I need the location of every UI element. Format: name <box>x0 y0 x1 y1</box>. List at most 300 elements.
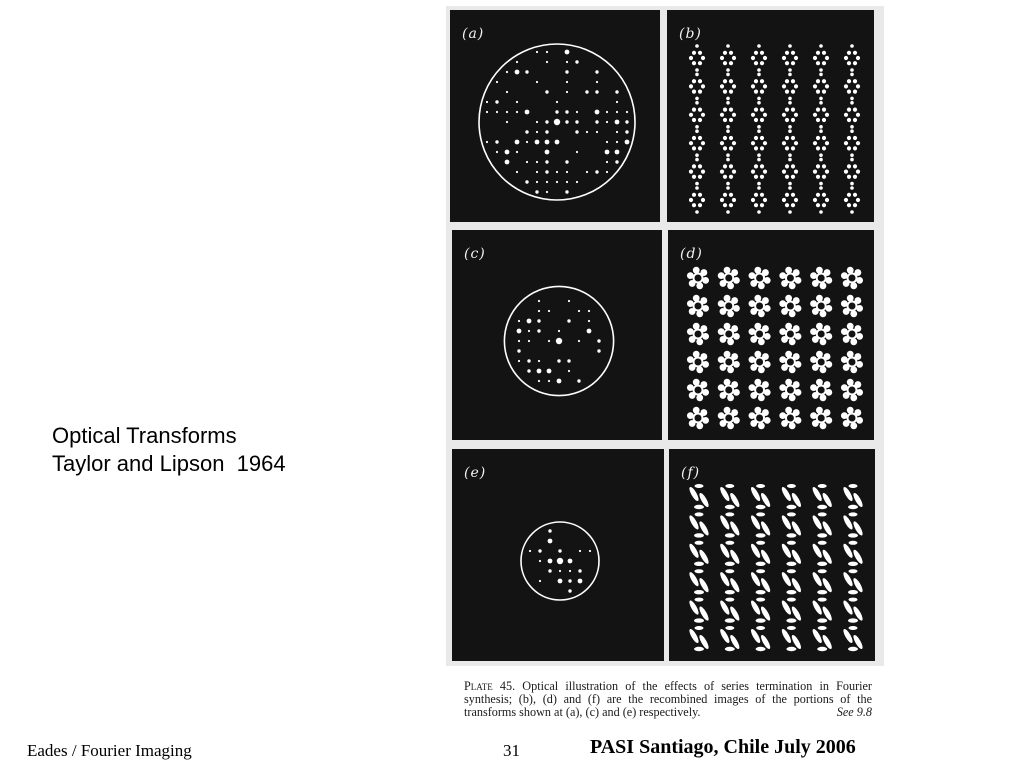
motif-dot <box>856 141 860 145</box>
motif-blob <box>688 514 701 530</box>
motif-blob <box>688 571 701 587</box>
diffraction-spot <box>566 91 568 93</box>
motif-dot <box>760 203 764 207</box>
motif-ring <box>724 302 733 311</box>
motif-dot <box>732 113 736 117</box>
motif-dot <box>751 170 755 174</box>
lattice-motif <box>719 598 742 623</box>
motif-blob <box>818 569 827 573</box>
lattice-motif <box>844 101 860 129</box>
motif-ring <box>755 414 764 423</box>
diffraction-spot <box>566 171 568 173</box>
motif-dot <box>819 68 823 72</box>
motif-dot <box>726 68 730 72</box>
motif-blob <box>725 598 734 602</box>
motif-blob <box>848 647 858 651</box>
motif-dot <box>791 203 795 207</box>
motif-blob <box>787 541 796 545</box>
motif-dot <box>751 113 755 117</box>
diffraction-spot <box>568 579 571 582</box>
diffraction-spot <box>495 140 498 143</box>
diffraction-spot <box>529 550 531 552</box>
diffraction-spot <box>496 81 498 83</box>
lattice-motif <box>749 323 771 345</box>
motif-blob <box>848 618 858 622</box>
motif-dot <box>701 84 705 88</box>
panel-a <box>450 10 660 222</box>
motif-ring <box>848 386 857 395</box>
diffraction-spot <box>536 161 538 163</box>
lattice-motif <box>751 186 767 214</box>
motif-blob <box>811 486 824 502</box>
motif-dot <box>757 186 761 190</box>
motif-dot <box>816 146 820 150</box>
lattice-motif <box>689 73 705 101</box>
motif-ring <box>786 274 795 283</box>
motif-dot <box>816 118 820 122</box>
motif-ring <box>848 274 857 283</box>
motif-dot <box>822 79 826 83</box>
lattice-motif <box>749 626 772 651</box>
motif-blob <box>811 628 824 644</box>
motif-dot <box>850 158 854 162</box>
motif-dot <box>847 193 851 197</box>
lattice-motif <box>811 626 834 651</box>
motif-blob <box>756 626 765 630</box>
motif-blob <box>848 505 858 509</box>
motif-dot <box>695 129 699 133</box>
motif-dot <box>816 175 820 179</box>
lattice-motif <box>719 569 742 594</box>
lattice-motif <box>688 512 711 537</box>
diffraction-spot <box>545 150 550 155</box>
motif-blob <box>787 569 796 573</box>
motif-dot <box>757 125 761 129</box>
motif-ring <box>786 302 795 311</box>
motif-dot <box>763 198 767 202</box>
motif-dot <box>791 146 795 150</box>
motif-blob <box>842 514 855 530</box>
diffraction-spot <box>506 71 508 73</box>
motif-dot <box>726 73 730 77</box>
motif-dot <box>853 61 857 65</box>
motif-blob <box>786 505 796 509</box>
motif-dot <box>819 153 823 157</box>
motif-dot <box>692 164 696 168</box>
lattice-motif <box>782 44 798 72</box>
lattice-motif <box>749 407 771 429</box>
motif-dot <box>726 97 730 101</box>
lattice-motif <box>749 295 771 317</box>
motif-dot <box>850 73 854 77</box>
lattice-motif <box>720 129 736 157</box>
diffraction-spot <box>616 111 618 113</box>
motif-dot <box>794 84 798 88</box>
diffraction-spot <box>625 130 628 133</box>
motif-dot <box>785 108 789 112</box>
motif-ring <box>786 414 795 423</box>
motif-dot <box>720 56 724 60</box>
diffraction-spot <box>536 171 538 173</box>
lattice-motif <box>749 569 772 594</box>
motif-blob <box>780 514 793 530</box>
motif-dot <box>813 56 817 60</box>
diffraction-spot <box>615 90 618 93</box>
lattice-motif <box>782 101 798 129</box>
motif-dot <box>785 193 789 197</box>
motif-dot <box>785 146 789 150</box>
motif-blob <box>817 562 827 566</box>
diffraction-spot <box>626 111 628 113</box>
motif-dot <box>760 79 764 83</box>
lattice-motif <box>841 407 863 429</box>
motif-blob <box>786 562 796 566</box>
motif-dot <box>850 186 854 190</box>
diffraction-spot <box>565 120 568 123</box>
motif-dot <box>856 113 860 117</box>
diffraction-spot <box>537 319 540 322</box>
motif-dot <box>763 113 767 117</box>
motif-dot <box>794 56 798 60</box>
lattice-motif <box>842 512 865 537</box>
motif-dot <box>856 198 860 202</box>
motif-blob <box>694 505 704 509</box>
motif-dot <box>757 182 761 186</box>
diffraction-spot <box>575 120 578 123</box>
motif-dot <box>819 125 823 129</box>
motif-dot <box>692 193 696 197</box>
motif-ring <box>817 274 826 283</box>
lattice-motif <box>844 158 860 186</box>
diffraction-spot <box>536 131 538 133</box>
motif-dot <box>698 89 702 93</box>
lattice-motif <box>687 351 709 373</box>
motif-dot <box>692 118 696 122</box>
lattice-motif <box>813 44 829 72</box>
lattice-motif <box>719 484 742 509</box>
motif-blob <box>786 618 796 622</box>
motif-blob <box>818 484 827 488</box>
motif-dot <box>763 170 767 174</box>
motif-dot <box>847 61 851 65</box>
motif-dot <box>763 141 767 145</box>
diffraction-spot <box>539 580 541 582</box>
motif-dot <box>754 51 758 55</box>
lattice-motif <box>720 158 736 186</box>
central-spot <box>556 338 562 344</box>
motif-dot <box>723 89 727 93</box>
motif-blob <box>811 514 824 530</box>
diffraction-spot <box>596 81 598 83</box>
diffraction-spot <box>518 320 520 322</box>
lattice-motif <box>718 351 740 373</box>
motif-blob <box>787 512 796 516</box>
motif-dot <box>782 113 786 117</box>
motif-ring <box>755 330 764 339</box>
motif-dot <box>723 118 727 122</box>
motif-dot <box>701 141 705 145</box>
motif-dot <box>729 51 733 55</box>
motif-dot <box>816 61 820 65</box>
motif-dot <box>782 170 786 174</box>
diffraction-spot <box>548 529 551 532</box>
motif-dot <box>726 44 730 48</box>
lattice-motif <box>811 541 834 566</box>
motif-dot <box>729 61 733 65</box>
lattice-motif <box>720 73 736 101</box>
motif-dot <box>701 56 705 60</box>
motif-blob <box>749 486 762 502</box>
motif-dot <box>782 84 786 88</box>
diffraction-spot <box>536 51 538 53</box>
motif-dot <box>816 89 820 93</box>
diffraction-spot <box>585 90 588 93</box>
lattice-motif <box>751 73 767 101</box>
motif-dot <box>726 186 730 190</box>
diffraction-spot <box>578 579 583 584</box>
lattice-motif <box>844 44 860 72</box>
motif-dot <box>689 170 693 174</box>
lattice-motif <box>720 186 736 214</box>
lattice-motif <box>813 73 829 101</box>
motif-dot <box>847 108 851 112</box>
motif-dot <box>819 158 823 162</box>
diffraction-spot <box>486 111 488 113</box>
motif-blob <box>725 505 735 509</box>
motif-ring <box>786 330 795 339</box>
motif-dot <box>720 198 724 202</box>
slide-title-line-2: Taylor and Lipson 1964 <box>52 451 286 476</box>
motif-ring <box>724 358 733 367</box>
diffraction-spot <box>548 340 550 342</box>
motif-dot <box>695 153 699 157</box>
lattice-motif <box>780 626 803 651</box>
panel-d <box>668 230 874 440</box>
diffraction-spot <box>546 61 548 63</box>
motif-dot <box>698 118 702 122</box>
motif-dot <box>788 44 792 48</box>
motif-blob <box>842 486 855 502</box>
lattice-motif <box>811 484 834 509</box>
panel-e-label: (e) <box>464 465 487 481</box>
motif-dot <box>782 198 786 202</box>
motif-dot <box>698 164 702 168</box>
motif-dot <box>844 56 848 60</box>
diffraction-spot <box>567 319 570 322</box>
diffraction-spot <box>578 569 581 572</box>
diffraction-spot <box>567 359 570 362</box>
motif-dot <box>785 51 789 55</box>
motif-dot <box>853 79 857 83</box>
diffraction-spot <box>506 91 508 93</box>
motif-dot <box>853 51 857 55</box>
motif-dot <box>695 73 699 77</box>
motif-dot <box>853 164 857 168</box>
diffraction-spot <box>615 160 618 163</box>
lattice-motif <box>810 379 832 401</box>
motif-dot <box>757 97 761 101</box>
lattice-motif <box>718 323 740 345</box>
motif-blob <box>725 533 735 537</box>
footer-author: Eades / Fourier Imaging <box>27 741 192 760</box>
motif-ring <box>694 330 703 339</box>
motif-blob <box>688 628 701 644</box>
motif-ring <box>786 386 795 395</box>
diffraction-spot <box>515 70 520 75</box>
diffraction-spot <box>566 181 568 183</box>
plate-caption-body: Optical illustration of the effects of series termination in Fourier synthesis; (b), (d) and (f) are the recombined images of the portions of the transforms shown at (a), (c) and (e) respectively. <box>464 679 872 719</box>
motif-ring <box>694 414 703 423</box>
motif-blob <box>756 598 765 602</box>
motif-dot <box>732 56 736 60</box>
lattice-motif <box>688 484 711 509</box>
lattice-motif <box>689 186 705 214</box>
diffraction-spot <box>546 51 548 53</box>
diffraction-spot <box>555 110 558 113</box>
motif-dot <box>788 182 792 186</box>
motif-dot <box>692 108 696 112</box>
motif-dot <box>698 51 702 55</box>
lattice-motif <box>718 379 740 401</box>
lattice-motif <box>810 323 832 345</box>
motif-dot <box>850 44 854 48</box>
motif-dot <box>754 164 758 168</box>
diffraction-spot <box>595 120 598 123</box>
diffraction-spot <box>515 140 520 145</box>
motif-dot <box>813 84 817 88</box>
lattice-motif <box>782 73 798 101</box>
lattice-motif <box>813 186 829 214</box>
motif-dot <box>788 101 792 105</box>
lattice-motif <box>779 379 801 401</box>
motif-dot <box>850 125 854 129</box>
motif-dot <box>701 198 705 202</box>
diffraction-spot <box>568 300 570 302</box>
lattice-motif <box>689 129 705 157</box>
motif-dot <box>695 101 699 105</box>
lattice-motif <box>720 44 736 72</box>
motif-dot <box>847 89 851 93</box>
motif-dot <box>844 198 848 202</box>
motif-dot <box>847 164 851 168</box>
panel-b-label: (b) <box>679 26 702 42</box>
motif-dot <box>816 51 820 55</box>
lattice-motif <box>842 484 865 509</box>
motif-ring <box>755 358 764 367</box>
diffraction-spot <box>576 151 578 153</box>
motif-dot <box>813 113 817 117</box>
motif-dot <box>723 79 727 83</box>
motif-dot <box>822 146 826 150</box>
lattice-motif <box>782 186 798 214</box>
motif-dot <box>819 101 823 105</box>
motif-dot <box>782 56 786 60</box>
motif-dot <box>844 170 848 174</box>
lattice-motif <box>810 351 832 373</box>
motif-dot <box>729 79 733 83</box>
motif-dot <box>723 175 727 179</box>
motif-dot <box>853 193 857 197</box>
motif-dot <box>788 153 792 157</box>
motif-dot <box>698 61 702 65</box>
diffraction-spot <box>505 160 510 165</box>
motif-ring <box>755 386 764 395</box>
motif-blob <box>811 571 824 587</box>
diffraction-spot <box>547 369 552 374</box>
motif-blob <box>780 628 793 644</box>
diffraction-spot <box>577 379 580 382</box>
lattice-motif <box>687 295 709 317</box>
motif-ring <box>755 302 764 311</box>
diffraction-spot <box>616 141 618 143</box>
motif-dot <box>822 193 826 197</box>
diffraction-spot <box>516 101 518 103</box>
slide-title-line-1: Optical Transforms <box>52 423 237 448</box>
lattice-motif <box>811 598 834 623</box>
motif-dot <box>850 68 854 72</box>
motif-blob <box>725 647 735 651</box>
diffraction-spot <box>566 81 568 83</box>
motif-dot <box>822 118 826 122</box>
motif-dot <box>698 79 702 83</box>
panel-c <box>452 230 662 440</box>
motif-dot <box>692 79 696 83</box>
diffraction-spot <box>536 181 538 183</box>
diffraction-spot <box>538 380 540 382</box>
motif-dot <box>692 203 696 207</box>
motif-dot <box>791 89 795 93</box>
motif-dot <box>794 170 798 174</box>
motif-dot <box>816 164 820 168</box>
motif-blob <box>695 626 704 630</box>
diffraction-spot <box>516 151 518 153</box>
motif-blob <box>817 647 827 651</box>
motif-dot <box>726 153 730 157</box>
motif-dot <box>816 193 820 197</box>
motif-blob <box>849 541 858 545</box>
lattice-motif <box>811 569 834 594</box>
motif-blob <box>817 533 827 537</box>
diffraction-spot <box>538 549 541 552</box>
motif-dot <box>701 113 705 117</box>
diffraction-spot <box>558 579 563 584</box>
motif-dot <box>757 210 761 214</box>
lattice-motif <box>844 186 860 214</box>
motif-blob <box>756 533 766 537</box>
motif-dot <box>754 193 758 197</box>
slide-title <box>52 422 286 478</box>
motif-blob <box>848 590 858 594</box>
motif-dot <box>794 198 798 202</box>
motif-dot <box>822 175 826 179</box>
motif-dot <box>791 136 795 140</box>
motif-dot <box>850 210 854 214</box>
motif-dot <box>754 61 758 65</box>
motif-blob <box>756 562 766 566</box>
motif-dot <box>850 101 854 105</box>
footer-page-number: 31 <box>503 741 520 760</box>
lattice-motif <box>841 379 863 401</box>
diffraction-spot <box>548 539 553 544</box>
panel-f-label: (f) <box>681 465 701 481</box>
motif-dot <box>763 56 767 60</box>
motif-dot <box>729 164 733 168</box>
diffraction-spot <box>538 310 540 312</box>
diffraction-spot <box>625 140 630 145</box>
diffraction-spot <box>579 550 581 552</box>
motif-dot <box>847 136 851 140</box>
motif-dot <box>791 51 795 55</box>
